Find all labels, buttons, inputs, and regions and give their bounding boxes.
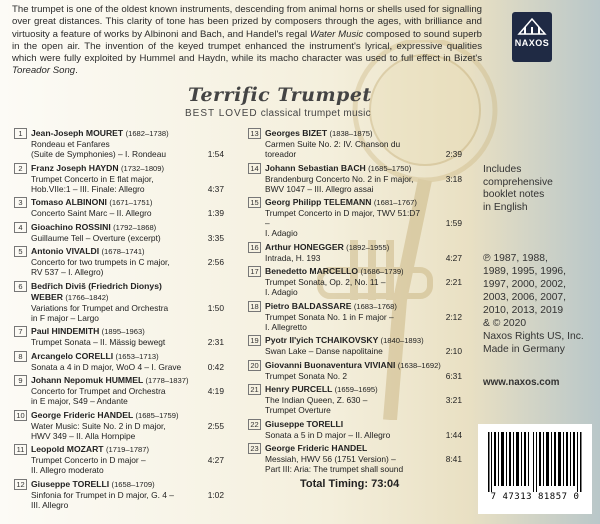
work-title: Sinfonia for Trumpet in D major, G. 4 – 1:02 [31,489,224,500]
work-title: Trumpet Concerto in E flat major, [31,173,154,184]
track-item [14,197,224,218]
track-duration: 3:35 [207,232,224,243]
work-title: BWV 1047 – III. Allegro assai [265,183,374,194]
composer-name: Arthur HONEGGER (1892–1955) [265,241,390,252]
tracklist-right [248,128,462,478]
track-duration: 2:12 [445,311,462,322]
track-number: 2 [14,163,27,174]
intro-paragraph: The trumpet is one of the oldest known instruments, descending from animal horns or shells used for signalling over great distances. This clarity of tone has been prized by composers through the ages, with brilliance and virtuosity a feature of works by Albinoni and Bach, and Handel's regal Water Music composed to sound superb in the open air. The invention of the keyed trumpet enhanced the instrument's lyrical, expressive qualities which were fully exploited by Hummel and Haydn, while its macho character was used to full effect in Bizet's Toreador Song. [12,4,482,77]
composer-name: Arcangelo CORELLI (1653–1713) [31,350,159,361]
work-title: III. Allegro [31,499,69,510]
track-item [248,419,462,440]
work-title: Trumpet Sonata – II. Mässig bewegt 2:31 [31,337,224,347]
composer-name: Tomaso ALBINONI (1671–1751) [31,197,153,207]
track-duration: 4:19 [207,386,224,396]
composer-name: Johann Sebastian BACH (1685–1750) [265,162,412,173]
track-item [248,242,462,263]
track-number: 5 [14,246,27,257]
track-duration: 1:02 [207,489,224,500]
composer-name: Johann Nepomuk HUMMEL (1778–1837) [31,375,189,385]
composer-name: Pietro BALDASSARE (1683–1768) [265,300,397,311]
track-duration: 1:54 [207,149,224,159]
rights-notice: ℗ 1987, 1988, 1989, 1995, 1996, 1997, 2000, 2002, 2003, 2006, 2007, 2010, 2013, 2019 & © 2020 Naxos Rights US, Inc. Made in Germany [483,253,584,355]
track-duration: 2:56 [207,257,224,267]
work-title: Trumpet Overture [265,405,331,415]
barcode [478,424,592,514]
work-title: Water Music: Suite No. 2 in D major, 2:55 [31,420,224,431]
work-title: Intrada, H. 193 4:27 [265,252,462,263]
track-number: 15 [248,197,261,208]
track-item [248,384,462,415]
work-title: Trumpet Concerto in D major – 4:27 [31,455,224,465]
composer-name: Jean-Joseph MOURET (1682–1738) [31,128,169,138]
composer-name: Giuseppe TORELLI [265,418,344,429]
website-url: www.naxos.com [483,377,560,388]
composer-name: Antonio VIVALDI (1678–1741) [31,246,145,256]
track-number: 8 [14,351,27,362]
work-title: Variations for Trumpet and Orchestra 1:50 [31,302,224,313]
track-number: 22 [248,419,261,430]
work-title: (Suite de Symphonies) – I. Rondeau 1:54 [31,149,224,159]
work-title: Concerto for two trumpets in C major, 2:56 [31,257,224,267]
track-duration: 2:21 [445,277,462,287]
composer-name: Henry PURCELL (1659–1695) [265,384,378,394]
composer-name: Leopold MOZART (1719–1787) [31,444,150,454]
track-item [14,444,224,475]
track-item [248,360,462,381]
track-number: 16 [248,242,261,253]
track-number: 12 [14,479,27,490]
track-item [14,479,224,510]
track-item [14,410,224,441]
composer-name: Georges BIZET (1838–1875) [265,128,373,138]
work-title: I. Adagio [265,228,298,238]
track-number: 19 [248,335,261,346]
work-title: Carmen Suite No. 2: IV. Chanson du toreador 2:39 [265,139,462,159]
track-duration: 2:39 [445,149,462,159]
work-title: Hob.VIIe:1 – III. Finale: Allegro 4:37 [31,183,224,194]
composer-name: Giovanni Buonaventura VIVIANI (1638–1692) [265,359,441,370]
work-title: Trumpet Sonata No. 2 6:31 [265,370,462,381]
track-number: 23 [248,443,261,454]
barcode-number: 7 47313 81857 0 [490,492,580,502]
track-number: 21 [248,384,261,395]
track-item [14,326,224,347]
composer-name: Benedetto MARCELLO (1686–1739) [265,266,404,276]
track-number: 20 [248,360,261,371]
work-title: HWV 349 – II. Alla Hornpipe [31,430,136,441]
track-item [248,443,462,474]
track-number: 7 [14,326,27,337]
work-title: RV 537 – I. Allegro) [31,267,104,277]
booklet-note: Includes comprehensive booklet notes in English [483,164,553,213]
work-title: Trumpet Sonata No. 1 in F major – 2:12 [265,311,462,322]
track-number: 9 [14,375,27,386]
composer-name: Pyotr Il'yich TCHAIKOVSKY (1840–1893) [265,335,424,345]
work-title: Sonata a 5 in D major – II. Allegro 1:44 [265,429,462,440]
work-title: Trumpet Sonata, Op. 2, No. 11 – 2:21 [265,277,462,287]
work-title: Concerto for Trumpet and Orchestra 4:19 [31,386,224,396]
track-item [14,375,224,406]
track-number: 13 [248,128,261,139]
track-duration: 3:18 [445,173,462,184]
track-duration: 4:37 [207,183,224,194]
composer-name: Franz Joseph HAYDN (1732–1809) [31,162,165,173]
work-title: in F major – Largo [31,312,99,323]
work-title: Sonata a 4 in D major, WoO 4 – I. Grave 0:42 [31,361,224,372]
track-item [14,163,224,194]
tracklist-left [14,128,224,513]
composer-name: WEBER (1766–1842) [31,291,109,302]
track-item [14,281,224,323]
album-subtitle: BEST LOVED classical trumpet music [185,108,371,119]
track-duration: 2:10 [445,346,462,356]
track-duration: 4:27 [445,252,462,263]
composer-name: George Frideric HANDEL (1685–1759) [31,409,179,420]
track-number: 4 [14,222,27,233]
composer-name: Gioachino ROSSINI (1792–1868) [31,221,157,232]
album-title: Terrific Trumpet [188,84,372,106]
track-item [248,128,462,159]
track-number: 10 [14,410,27,421]
composer-name: Georg Philipp TELEMANN (1681–1767) [265,197,417,207]
work-title: Part III: Aria: The trumpet shall sound [265,464,404,474]
track-duration: 0:42 [207,361,224,372]
work-title: Guillaume Tell – Overture (excerpt) 3:35 [31,232,224,243]
barcode-bars [488,432,582,492]
track-duration: 1:59 [445,218,462,228]
track-item [248,266,462,297]
track-item [248,335,462,356]
track-duration: 1:39 [207,208,224,218]
total-timing: Total Timing: 73:04 [300,478,400,490]
track-item [14,351,224,372]
track-item [14,222,224,243]
naxos-logo: NAXOS [512,12,552,62]
composer-name: Giuseppe TORELLI (1658–1709) [31,478,155,489]
track-item [14,246,224,277]
track-number: 3 [14,197,27,208]
track-duration: 2:31 [207,337,224,347]
composer-name: Bedřich Diviš (Friedrich Dionys) [31,280,162,291]
track-item [248,301,462,332]
track-item [248,197,462,238]
work-title: Concerto Saint Marc – II. Allegro 1:39 [31,208,224,218]
track-duration: 1:50 [207,302,224,313]
work-title: Trumpet Concerto in D major, TWV 51:D7 – 1:59 [265,208,462,228]
track-number: 6 [14,281,27,292]
track-item [14,128,224,159]
track-item [248,163,462,194]
track-number: 17 [248,266,261,277]
work-title: I. Allegretto [265,321,307,332]
work-title: I. Adagio [265,287,298,297]
work-title: in E major, S49 – Andante [31,396,128,406]
track-duration: 6:31 [445,370,462,381]
track-number: 14 [248,163,261,174]
track-duration: 8:41 [445,454,462,464]
work-title: Messiah, HWV 56 (1751 Version) – 8:41 [265,454,462,464]
track-number: 1 [14,128,27,139]
track-duration: 3:21 [445,395,462,405]
track-duration: 2:55 [207,420,224,431]
work-title: Brandenburg Concerto No. 2 in F major, 3:18 [265,173,462,184]
track-number: 11 [14,444,27,455]
work-title: The Indian Queen, Z. 630 – 3:21 [265,395,462,405]
composer-name: George Frideric HANDEL [265,443,368,453]
track-duration: 4:27 [207,455,224,465]
work-title: II. Allegro moderato [31,465,104,475]
work-title: Rondeau et Fanfares [31,139,110,149]
track-duration: 1:44 [445,429,462,440]
composer-name: Paul HINDEMITH (1895–1963) [31,326,145,336]
track-number: 18 [248,301,261,312]
work-title: Swan Lake – Danse napolitaine 2:10 [265,346,462,356]
